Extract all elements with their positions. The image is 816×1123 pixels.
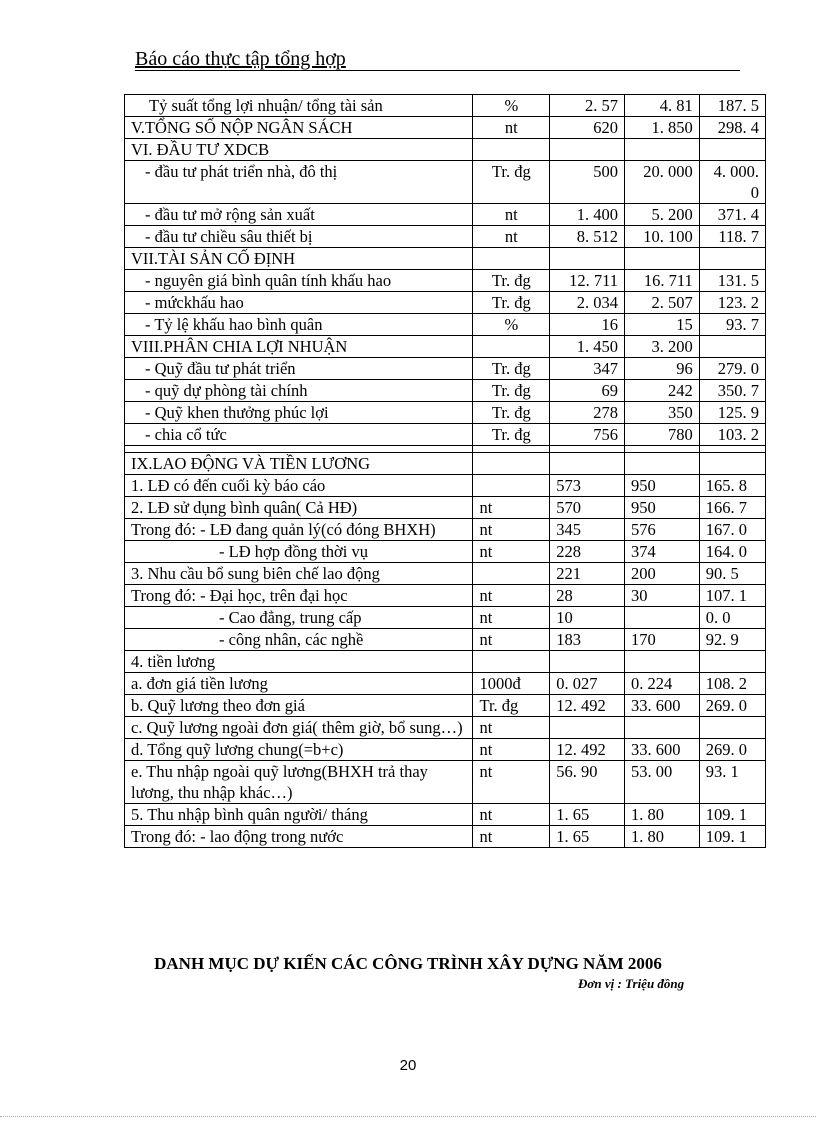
- row-value-2005: 2. 034: [550, 292, 625, 314]
- row-label: - mứckhấu hao: [125, 292, 473, 314]
- spacer-cell: [125, 446, 473, 453]
- row-value-2005: [550, 453, 625, 475]
- row-unit: nt: [473, 607, 550, 629]
- row-percent: 298. 4: [699, 117, 765, 139]
- row-percent: 269. 0: [699, 695, 765, 717]
- row-value-2006: 1. 80: [624, 804, 699, 826]
- row-label: - công nhân, các nghề: [125, 629, 473, 651]
- row-value-2005: [550, 248, 625, 270]
- table-row: [125, 336, 766, 358]
- row-unit: Tr. đg: [473, 270, 550, 292]
- table-row: [125, 651, 766, 673]
- row-label: - Quỹ khen thưởng phúc lợi: [125, 402, 473, 424]
- row-percent: 109. 1: [699, 804, 765, 826]
- row-value-2005: 1. 65: [550, 826, 625, 848]
- row-unit: Tr. đg: [473, 292, 550, 314]
- row-unit: [473, 453, 550, 475]
- row-value-2006: 200: [624, 563, 699, 585]
- spacer-cell: [550, 446, 625, 453]
- row-label: Trong đó: - lao động trong nước: [125, 826, 473, 848]
- row-value-2006: [624, 453, 699, 475]
- row-percent: 92. 9: [699, 629, 765, 651]
- row-value-2006: 20. 000: [624, 161, 699, 204]
- row-percent: 90. 5: [699, 563, 765, 585]
- row-percent: 123. 2: [699, 292, 765, 314]
- row-value-2005: 1. 450: [550, 336, 625, 358]
- row-value-2006: 5. 200: [624, 204, 699, 226]
- row-value-2005: 56. 90: [550, 761, 625, 804]
- row-label: - nguyên giá bình quân tính khấu hao: [125, 270, 473, 292]
- row-value-2006: [624, 717, 699, 739]
- table-row: [125, 161, 766, 204]
- row-percent: 109. 1: [699, 826, 765, 848]
- row-value-2005: 347: [550, 358, 625, 380]
- row-percent: [699, 139, 765, 161]
- row-value-2005: 8. 512: [550, 226, 625, 248]
- table-row: [125, 270, 766, 292]
- row-value-2006: 1. 80: [624, 826, 699, 848]
- row-percent: 131. 5: [699, 270, 765, 292]
- row-percent: 4. 000. 0: [699, 161, 765, 204]
- row-value-2005: 1. 65: [550, 804, 625, 826]
- row-label: - đầu tư mở rộng sản xuất: [125, 204, 473, 226]
- row-value-2006: 350: [624, 402, 699, 424]
- row-value-2005: 500: [550, 161, 625, 204]
- row-value-2005: 183: [550, 629, 625, 651]
- table-row: [125, 695, 766, 717]
- table-row: [125, 292, 766, 314]
- row-value-2006: 4. 81: [624, 95, 699, 117]
- row-label: 4. tiền lương: [125, 651, 473, 673]
- row-label: - Quỹ đầu tư phát triển: [125, 358, 473, 380]
- report-table: [124, 94, 766, 848]
- row-unit: [473, 651, 550, 673]
- row-value-2006: 576: [624, 519, 699, 541]
- row-value-2005: [550, 651, 625, 673]
- table-spacer-row: [125, 446, 766, 453]
- page-number: 20: [399, 1057, 417, 1074]
- table-row: [125, 804, 766, 826]
- header-title: Báo cáo thực tập tổng hợp: [135, 48, 346, 70]
- row-percent: 0. 0: [699, 607, 765, 629]
- row-value-2005: 28: [550, 585, 625, 607]
- row-unit: Tr. đg: [473, 380, 550, 402]
- page-break-line: [0, 1116, 816, 1117]
- row-unit: nt: [473, 761, 550, 804]
- table-row: [125, 117, 766, 139]
- row-percent: [699, 717, 765, 739]
- row-percent: 118. 7: [699, 226, 765, 248]
- table-row: [125, 541, 766, 563]
- row-percent: 164. 0: [699, 541, 765, 563]
- row-percent: 93. 1: [699, 761, 765, 804]
- row-percent: 107. 1: [699, 585, 765, 607]
- row-percent: 167. 0: [699, 519, 765, 541]
- table-row: [125, 248, 766, 270]
- row-value-2005: [550, 139, 625, 161]
- row-label: c. Quỹ lương ngoài đơn giá( thêm giờ, bổ sung…): [125, 717, 473, 739]
- table-row: [125, 139, 766, 161]
- row-percent: 350. 7: [699, 380, 765, 402]
- table-row: [125, 607, 766, 629]
- row-percent: 103. 2: [699, 424, 765, 446]
- row-unit: Tr. đg: [473, 161, 550, 204]
- row-unit: [473, 139, 550, 161]
- row-label: - chia cổ tức: [125, 424, 473, 446]
- row-value-2006: 10. 100: [624, 226, 699, 248]
- row-value-2006: 30: [624, 585, 699, 607]
- row-label: - Cao đẳng, trung cấp: [125, 607, 473, 629]
- row-value-2006: [624, 651, 699, 673]
- row-value-2005: 221: [550, 563, 625, 585]
- page-header: [135, 48, 740, 71]
- row-value-2006: 0. 224: [624, 673, 699, 695]
- row-percent: 93. 7: [699, 314, 765, 336]
- row-value-2006: [624, 248, 699, 270]
- row-label: 1. LĐ có đến cuối kỳ báo cáo: [125, 475, 473, 497]
- table-row: [125, 453, 766, 475]
- row-label: b. Quỹ lương theo đơn giá: [125, 695, 473, 717]
- table-row: [125, 826, 766, 848]
- row-value-2005: 0. 027: [550, 673, 625, 695]
- row-unit: nt: [473, 117, 550, 139]
- row-label: VIII.PHÂN CHIA LỢI NHUẬN: [125, 336, 473, 358]
- row-value-2005: 573: [550, 475, 625, 497]
- row-percent: 371. 4: [699, 204, 765, 226]
- table-row: [125, 475, 766, 497]
- row-unit: nt: [473, 497, 550, 519]
- table-row: [125, 424, 766, 446]
- row-label: Trong đó: - LĐ đang quản lý(có đóng BHXH): [125, 519, 473, 541]
- table-row: [125, 519, 766, 541]
- row-label: Trong đó: - Đại học, trên đại học: [125, 585, 473, 607]
- row-value-2005: 12. 711: [550, 270, 625, 292]
- row-label: VII.TÀI SẢN CỐ ĐỊNH: [125, 248, 473, 270]
- row-percent: [699, 651, 765, 673]
- row-unit: nt: [473, 585, 550, 607]
- row-value-2005: 278: [550, 402, 625, 424]
- table-row: [125, 314, 766, 336]
- row-unit: %: [473, 95, 550, 117]
- table-row: [125, 95, 766, 117]
- row-label: e. Thu nhập ngoài quỹ lương(BHXH trả thay lương, thu nhập khác…): [125, 761, 473, 804]
- row-value-2006: 242: [624, 380, 699, 402]
- row-label: 3. Nhu cầu bổ sung biên chế lao động: [125, 563, 473, 585]
- table-row: [125, 204, 766, 226]
- row-label: - đầu tư phát triển nhà, đô thị: [125, 161, 473, 204]
- row-value-2006: 15: [624, 314, 699, 336]
- row-percent: [699, 453, 765, 475]
- table-row: [125, 358, 766, 380]
- row-value-2005: 345: [550, 519, 625, 541]
- row-value-2006: 374: [624, 541, 699, 563]
- row-value-2005: [550, 717, 625, 739]
- row-percent: [699, 336, 765, 358]
- row-value-2005: 69: [550, 380, 625, 402]
- row-value-2006: 950: [624, 475, 699, 497]
- row-percent: [699, 248, 765, 270]
- row-value-2005: 16: [550, 314, 625, 336]
- row-percent: 166. 7: [699, 497, 765, 519]
- row-label: - Tỷ lệ khấu hao bình quân: [125, 314, 473, 336]
- row-unit: nt: [473, 739, 550, 761]
- row-label: 5. Thu nhập bình quân người/ tháng: [125, 804, 473, 826]
- row-value-2006: 33. 600: [624, 739, 699, 761]
- row-unit: 1000đ: [473, 673, 550, 695]
- row-value-2005: 2. 57: [550, 95, 625, 117]
- row-value-2006: 780: [624, 424, 699, 446]
- row-value-2005: 570: [550, 497, 625, 519]
- table-row: [125, 761, 766, 804]
- row-unit: nt: [473, 717, 550, 739]
- row-unit: [473, 563, 550, 585]
- row-value-2006: [624, 139, 699, 161]
- row-label: V.TỔNG SỐ NỘP NGÂN SÁCH: [125, 117, 473, 139]
- row-value-2006: 33. 600: [624, 695, 699, 717]
- row-value-2006: 16. 711: [624, 270, 699, 292]
- row-unit: nt: [473, 629, 550, 651]
- spacer-cell: [473, 446, 550, 453]
- row-value-2006: 3. 200: [624, 336, 699, 358]
- table-row: [125, 380, 766, 402]
- spacer-cell: [699, 446, 765, 453]
- row-label: - đầu tư chiều sâu thiết bị: [125, 226, 473, 248]
- row-value-2005: 620: [550, 117, 625, 139]
- row-unit: nt: [473, 204, 550, 226]
- row-percent: 269. 0: [699, 739, 765, 761]
- row-value-2005: 12. 492: [550, 739, 625, 761]
- row-unit: Tr. đg: [473, 424, 550, 446]
- row-unit: nt: [473, 541, 550, 563]
- row-value-2006: 170: [624, 629, 699, 651]
- row-percent: 279. 0: [699, 358, 765, 380]
- table-row: [125, 629, 766, 651]
- row-value-2005: 1. 400: [550, 204, 625, 226]
- table-row: [125, 739, 766, 761]
- row-percent: 108. 2: [699, 673, 765, 695]
- row-unit: [473, 336, 550, 358]
- row-unit: Tr. đg: [473, 695, 550, 717]
- row-value-2005: 10: [550, 607, 625, 629]
- row-value-2006: [624, 607, 699, 629]
- row-value-2005: 756: [550, 424, 625, 446]
- row-percent: 165. 8: [699, 475, 765, 497]
- row-unit: Tr. đg: [473, 358, 550, 380]
- spacer-cell: [624, 446, 699, 453]
- unit-note: Đơn vị : Triệu đồng: [578, 976, 685, 991]
- row-label: IX.LAO ĐỘNG VÀ TIỀN LƯƠNG: [125, 453, 473, 475]
- table-row: [125, 585, 766, 607]
- row-unit: nt: [473, 519, 550, 541]
- row-unit: nt: [473, 826, 550, 848]
- row-value-2006: 53. 00: [624, 761, 699, 804]
- row-unit: Tr. đg: [473, 402, 550, 424]
- row-value-2006: 2. 507: [624, 292, 699, 314]
- row-label: a. đơn giá tiền lương: [125, 673, 473, 695]
- table-row: [125, 673, 766, 695]
- row-value-2006: 1. 850: [624, 117, 699, 139]
- row-unit: nt: [473, 804, 550, 826]
- table-row: [125, 717, 766, 739]
- row-label: 2. LĐ sử dụng bình quân( Cả HĐ): [125, 497, 473, 519]
- row-percent: 187. 5: [699, 95, 765, 117]
- row-label: Tỷ suất tổng lợi nhuận/ tổng tài sản: [125, 95, 473, 117]
- row-unit: %: [473, 314, 550, 336]
- row-value-2005: 12. 492: [550, 695, 625, 717]
- row-unit: [473, 248, 550, 270]
- table-row: [125, 563, 766, 585]
- row-label: - quỹ dự phòng tài chính: [125, 380, 473, 402]
- row-unit: [473, 475, 550, 497]
- row-label: - LĐ hợp đồng thời vụ: [125, 541, 473, 563]
- row-value-2006: 950: [624, 497, 699, 519]
- row-percent: 125. 9: [699, 402, 765, 424]
- row-label: d. Tổng quỹ lương chung(=b+c): [125, 739, 473, 761]
- table-row: [125, 497, 766, 519]
- table-row: [125, 402, 766, 424]
- section-title: DANH MỤC DỰ KIẾN CÁC CÔNG TRÌNH XÂY DỰNG NĂM 2006: [154, 954, 662, 973]
- row-label: VI. ĐẦU TƯ XDCB: [125, 139, 473, 161]
- row-value-2006: 96: [624, 358, 699, 380]
- table-row: [125, 226, 766, 248]
- row-value-2005: 228: [550, 541, 625, 563]
- row-unit: nt: [473, 226, 550, 248]
